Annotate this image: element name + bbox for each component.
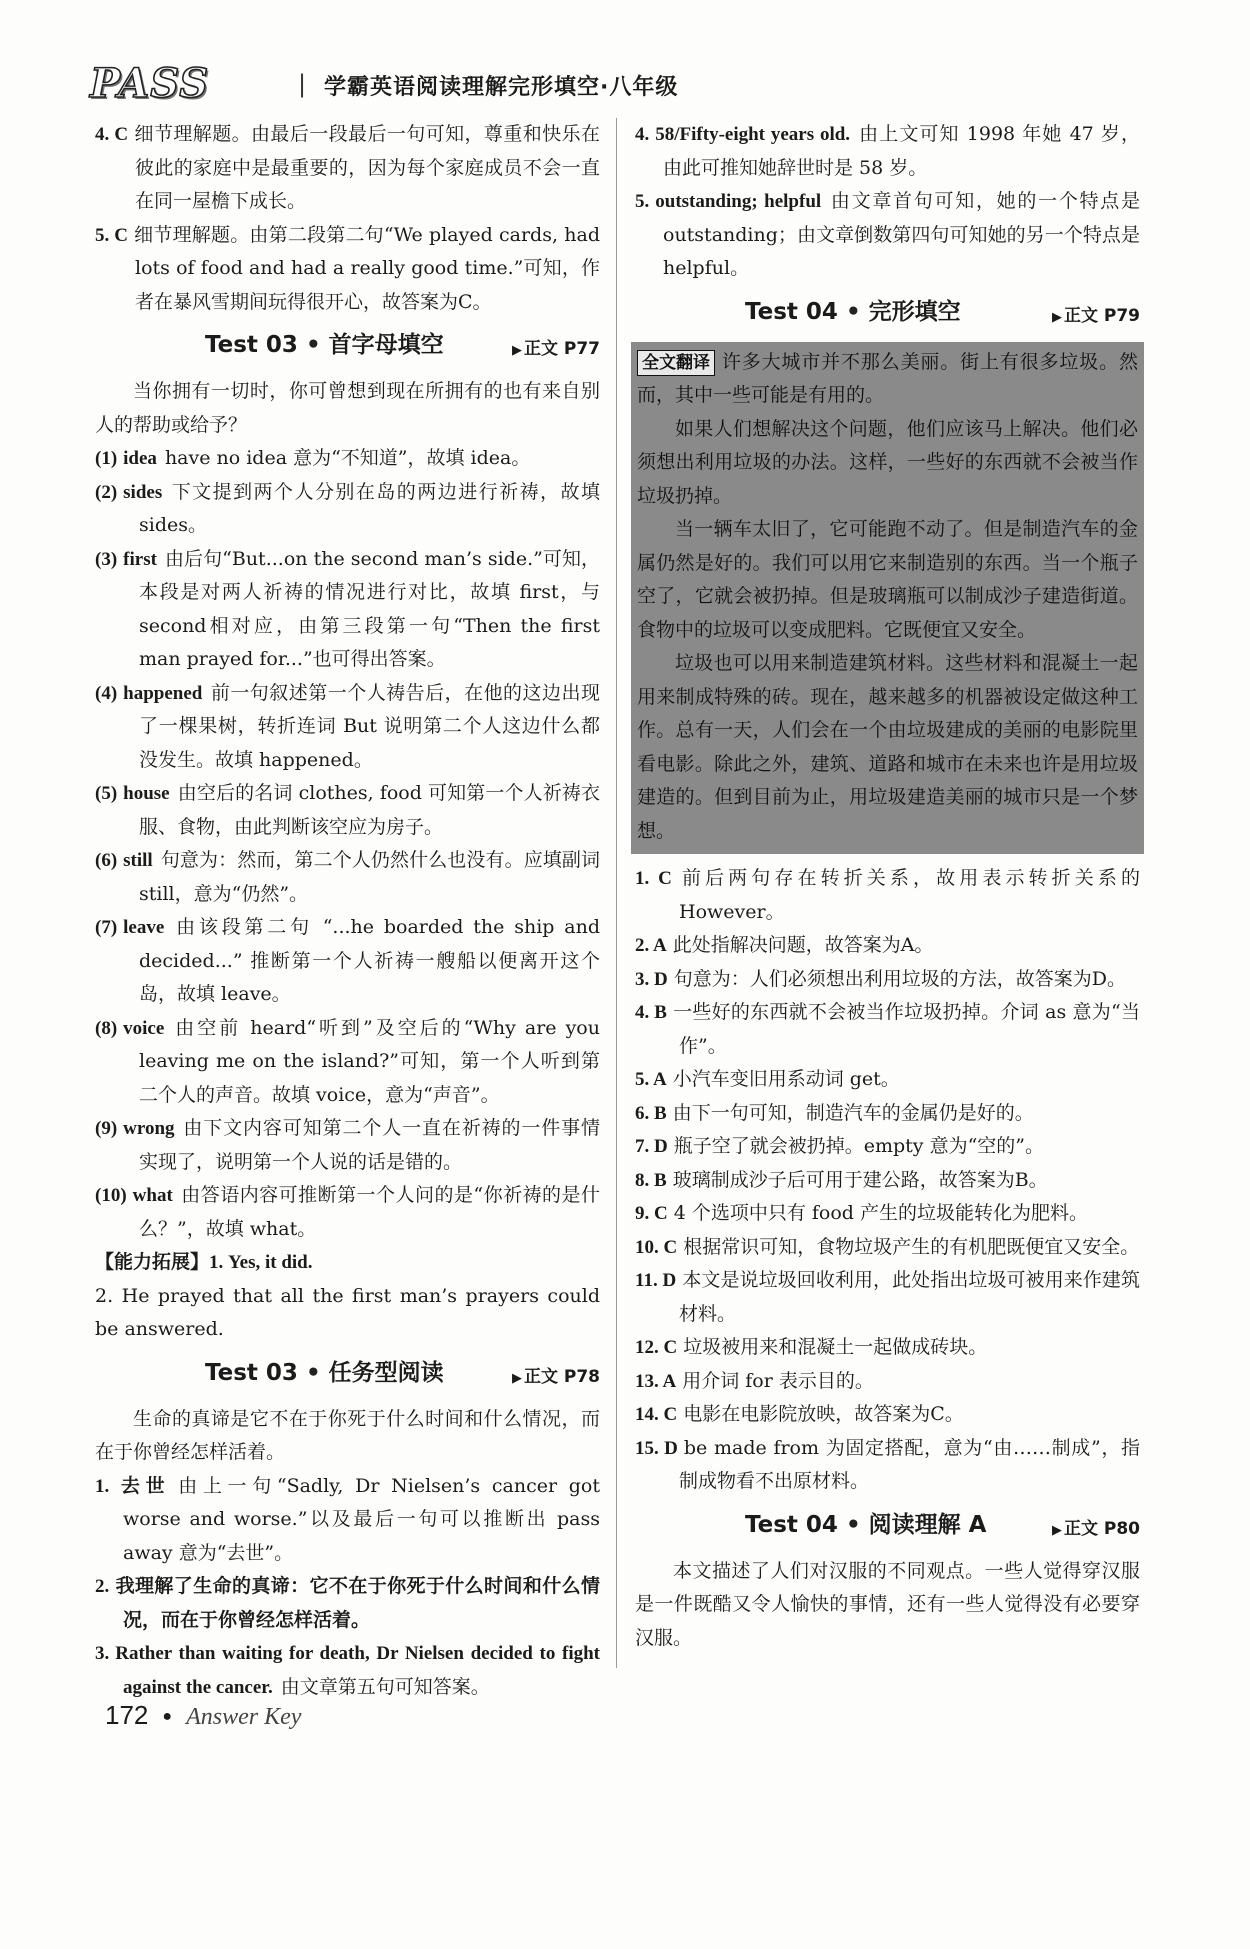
section-intro: 当你拥有一切时，你可曾想到现在所拥有的也有来自别人的帮助或给予？ bbox=[95, 380, 600, 436]
extension-answer: 【能力拓展】1. Yes, it did. bbox=[95, 1251, 313, 1273]
triangle-icon: ▶ bbox=[511, 1370, 522, 1386]
translation-badge: 全文翻译 bbox=[637, 350, 715, 376]
left-column bbox=[95, 118, 600, 1704]
extension-answer: 2. He prayed that all the first man’s prayers could be answered. bbox=[95, 1284, 600, 1340]
page-footer bbox=[105, 1700, 301, 1731]
answer-item: 2. 我理解了生命的真谛：它不在于你死于什么时间和什么情况，而在于你曾经怎样活着。 bbox=[95, 1576, 600, 1631]
section-heading: Test 04 • 阅读理解 A ▶ 正文 P80 bbox=[635, 1505, 1140, 1549]
section-intro: 本文描述了人们对汉服的不同观点。一些人觉得穿汉服是一件既酷又令人愉快的事情，还有一些人觉得没有必要穿汉服。 bbox=[635, 1559, 1140, 1649]
answer-item: 5. outstanding; helpful 由文章首句可知，她的一个特点是 outstanding；由文章倒数第四句可知她的另一个特点是 helpful。 bbox=[635, 190, 1140, 279]
pass-logo: PASS bbox=[90, 60, 210, 107]
page-reference: ▶ 正文 P78 bbox=[511, 1366, 600, 1387]
bullet-icon: ● bbox=[162, 1708, 173, 1726]
answer-item: 8. B 玻璃制成沙子后可用于建公路，故答案为B。 bbox=[635, 1168, 1048, 1191]
answer-item: (8) voice 由空前 heard“听到”及空后的“Why are you leaving me on the island?”可知，第一个人听到第二个人的声音。故填 voice，意为“声音”。 bbox=[95, 1016, 600, 1106]
section-heading: Test 03 • 任务型阅读 ▶ 正文 P78 bbox=[95, 1353, 600, 1397]
answer-item: (6) still 句意为：然而，第二个人仍然什么也没有。应填副词 still，意为“仍然”。 bbox=[95, 849, 600, 905]
page-number: 172 bbox=[105, 1700, 149, 1730]
answer-item: 7. D 瓶子空了就会被扔掉。empty 意为“空的”。 bbox=[635, 1135, 1044, 1157]
answer-item: 1. 去世 由上一句“Sadly, Dr Nielsen’s cancer got worse and worse.”以及最后一句可以推断出 pass away 意为“去世”。 bbox=[95, 1474, 600, 1564]
answer-item: (2) sides 下文提到两个人分别在岛的两边进行祈祷，故填 sides。 bbox=[95, 480, 600, 536]
answer-item: 11. D 本文是说垃圾回收利用，此处指出垃圾可被用来作建筑材料。 bbox=[635, 1269, 1140, 1325]
answer-item: 5. C 细节理解题。由第二段第二句“We played cards, had lots of food and had a really good time.”可知，作者在暴风雪期间玩得很开心，故答案为C。 bbox=[95, 223, 600, 313]
answer-item: 5. A 小汽车变旧用系动词 get。 bbox=[635, 1068, 900, 1090]
answer-item: 1. C 前后两句存在转折关系，故用表示转折关系的 However。 bbox=[635, 867, 1140, 923]
header-separator: | bbox=[298, 70, 307, 98]
right-column bbox=[635, 118, 1140, 1655]
answer-item: 10. C 根据常识可知，食物垃圾产生的有机肥既便宜又安全。 bbox=[635, 1235, 1140, 1258]
answer-item: 9. C 4 个选项中只有 food 产生的垃圾能转化为肥料。 bbox=[635, 1202, 1089, 1224]
answer-item: 3. Rather than waiting for death, Dr Nielsen decided to fight against the cancer. 由文章第五句可知答案。 bbox=[95, 1643, 600, 1698]
section-heading: Test 03 • 首字母填空 ▶ 正文 P77 bbox=[95, 325, 600, 369]
answer-item: 2. A 此处指解决问题，故答案为A。 bbox=[635, 934, 934, 956]
answer-item: 4. C 细节理解题。由最后一段最后一句可知，尊重和快乐在彼此的家庭中是最重要的，因为每个家庭成员不会一直在同一屋檐下成长。 bbox=[95, 123, 600, 212]
answer-item: 13. A 用介词 for 表示目的。 bbox=[635, 1369, 874, 1392]
full-translation-box: 全文翻译 许多大城市并不那么美丽。街上有很多垃圾。然而，其中一些可能是有用的。 如果人们想解决这个问题，他们应该马上解决。他们必须想出利用垃圾的办法。这样，一些好的东西就不会被当作垃圾扔掉。 当一辆车太旧了，它可能跑不动了。但是制造汽车的金属仍然是好的。我们可以用它来制造别的东西。当一个瓶子空了，它就会被扔掉。但是玻璃瓶可以制成沙子建造街道。食物中的垃圾可以变成肥料。它既便宜又安全。 垃圾也可以用来制造建筑材料。这些材料和混凝土一起用来制成特殊的砖。现在，越来越多的机器被设定做这种工作。总有一天，人们会在一个由垃圾建成的美丽的电影院里看电影。除此之外，建筑、道路和城市在未来也许是用垃圾建造的。但到目前为止，用垃圾建造美丽的城市只是一个梦想。 bbox=[631, 342, 1144, 855]
answer-item: 14. C 电影在电影院放映，故答案为C。 bbox=[635, 1403, 964, 1425]
answer-item: (4) happened 前一句叙述第一个人祷告后，在他的这边出现了一棵果树，转折连词 But 说明第二个人这边什么都没发生。故填 happened。 bbox=[95, 681, 600, 771]
answer-item: (7) leave 由该段第二句 “...he boarded the ship and decided...” 推断第一个人祈祷一艘船以便离开这个岛，故填 leave。 bbox=[95, 916, 600, 1005]
answer-item: 6. B 由下一句可知，制造汽车的金属仍是好的。 bbox=[635, 1101, 1034, 1124]
triangle-icon: ▶ bbox=[1051, 1522, 1062, 1538]
page-reference: ▶ 正文 P80 bbox=[1051, 1518, 1140, 1539]
triangle-icon: ▶ bbox=[1051, 309, 1062, 325]
column-divider bbox=[616, 118, 617, 1668]
book-title: 学霸英语阅读理解完形填空·八年级 bbox=[324, 75, 679, 100]
answer-item: (10) what 由答语内容可推断第一个人问的是“你祈祷的是什么？”，故填 what。 bbox=[95, 1184, 600, 1240]
answer-item: (5) house 由空后的名词 clothes, food 可知第一个人祈祷衣服、食物，由此判断该空应为房子。 bbox=[95, 782, 600, 838]
answer-item: 12. C 垃圾被用来和混凝土一起做成砖块。 bbox=[635, 1336, 988, 1358]
answer-item: 4. 58/Fifty-eight years old. 由上文可知 1998 年她 47 岁，由此可推知她辞世时是 58 岁。 bbox=[635, 123, 1140, 179]
section-heading: Test 04 • 完形填空 ▶ 正文 P79 bbox=[635, 292, 1140, 336]
answer-item: (1) idea have no idea 意为“不知道”，故填 idea。 bbox=[95, 447, 531, 469]
answer-item: (3) first 由后句“But...on the second man’s side.”可知，本段是对两人祈祷的情况进行对比，故填 first，与second相对应，由第三段第一句“Then the first man prayed for...”也可得出答案。 bbox=[95, 547, 600, 670]
page-reference: ▶ 正文 P77 bbox=[511, 339, 600, 359]
triangle-icon: ▶ bbox=[511, 343, 522, 358]
answer-item: 3. D 句意为：人们必须想出利用垃圾的方法，故答案为D。 bbox=[635, 967, 1126, 990]
answer-item: (9) wrong 由下文内容可知第二个人一直在祈祷的一件事情实现了，说明第一个人说的话是错的。 bbox=[95, 1117, 600, 1173]
answer-item: 15. D be made from 为固定搭配，意为“由……制成”，指制成物看不出原材料。 bbox=[635, 1436, 1140, 1492]
page-header bbox=[90, 60, 1150, 108]
footer-label: Answer Key bbox=[186, 1704, 302, 1730]
section-intro: 生命的真谛是它不在于你死于什么时间和什么情况，而在于你曾经怎样活着。 bbox=[95, 1407, 600, 1463]
page-reference: ▶ 正文 P79 bbox=[1051, 305, 1140, 326]
answer-item: 4. B 一些好的东西就不会被当作垃圾扔掉。介词 as 意为“当作”。 bbox=[635, 1001, 1140, 1057]
